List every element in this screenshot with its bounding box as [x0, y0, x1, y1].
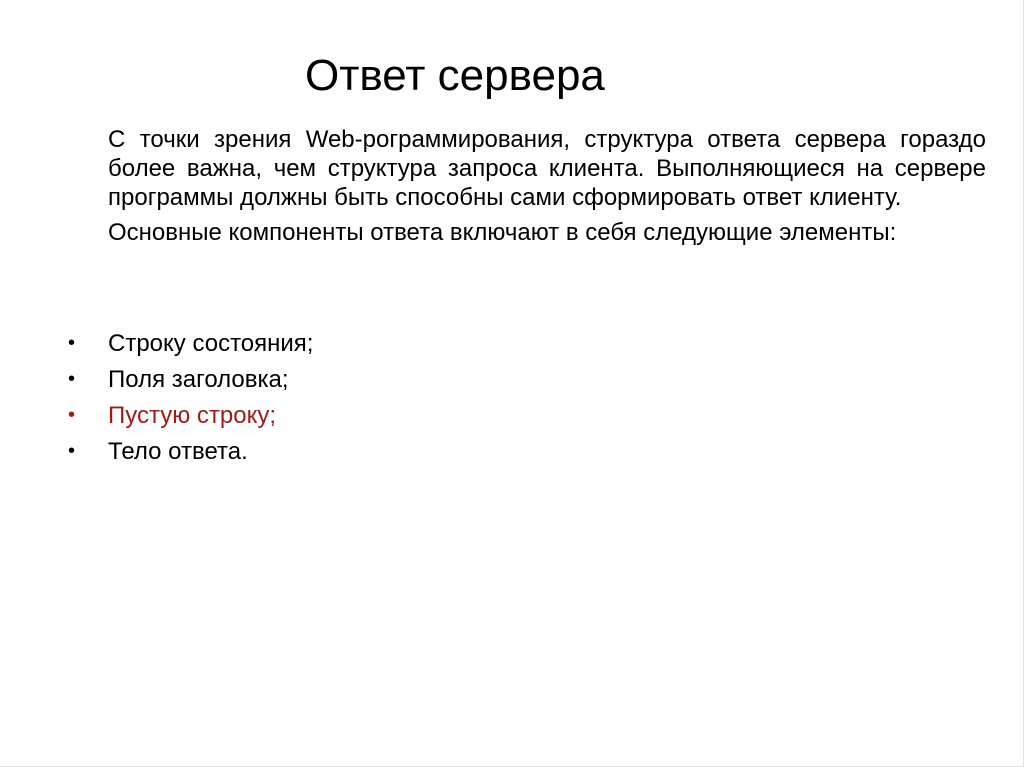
bullet-icon: • — [68, 368, 76, 390]
bullet-text: Строку состояния; — [108, 330, 314, 357]
bullet-text-highlighted: Пустую строку; — [108, 402, 277, 429]
bullet-icon: • — [68, 404, 76, 426]
slide-body — [108, 125, 986, 253]
paragraph-components: Основные компоненты ответа включают в себя следующие элементы: — [108, 219, 897, 246]
paragraph-intro: С точки зрения Web-рограммирования, структура ответа сервера гораздо более важна, чем структура запроса клиента. Выполняющиеся на сервере программы должны быть способны сами сформировать ответ клиенту. — [108, 126, 986, 211]
bullet-icon: • — [68, 332, 76, 354]
slide-title: Ответ сервера — [305, 51, 605, 100]
bullet-text: Тело ответа. — [108, 438, 248, 465]
bullet-icon: • — [68, 440, 76, 462]
bullet-text: Поля заголовка; — [108, 366, 289, 393]
